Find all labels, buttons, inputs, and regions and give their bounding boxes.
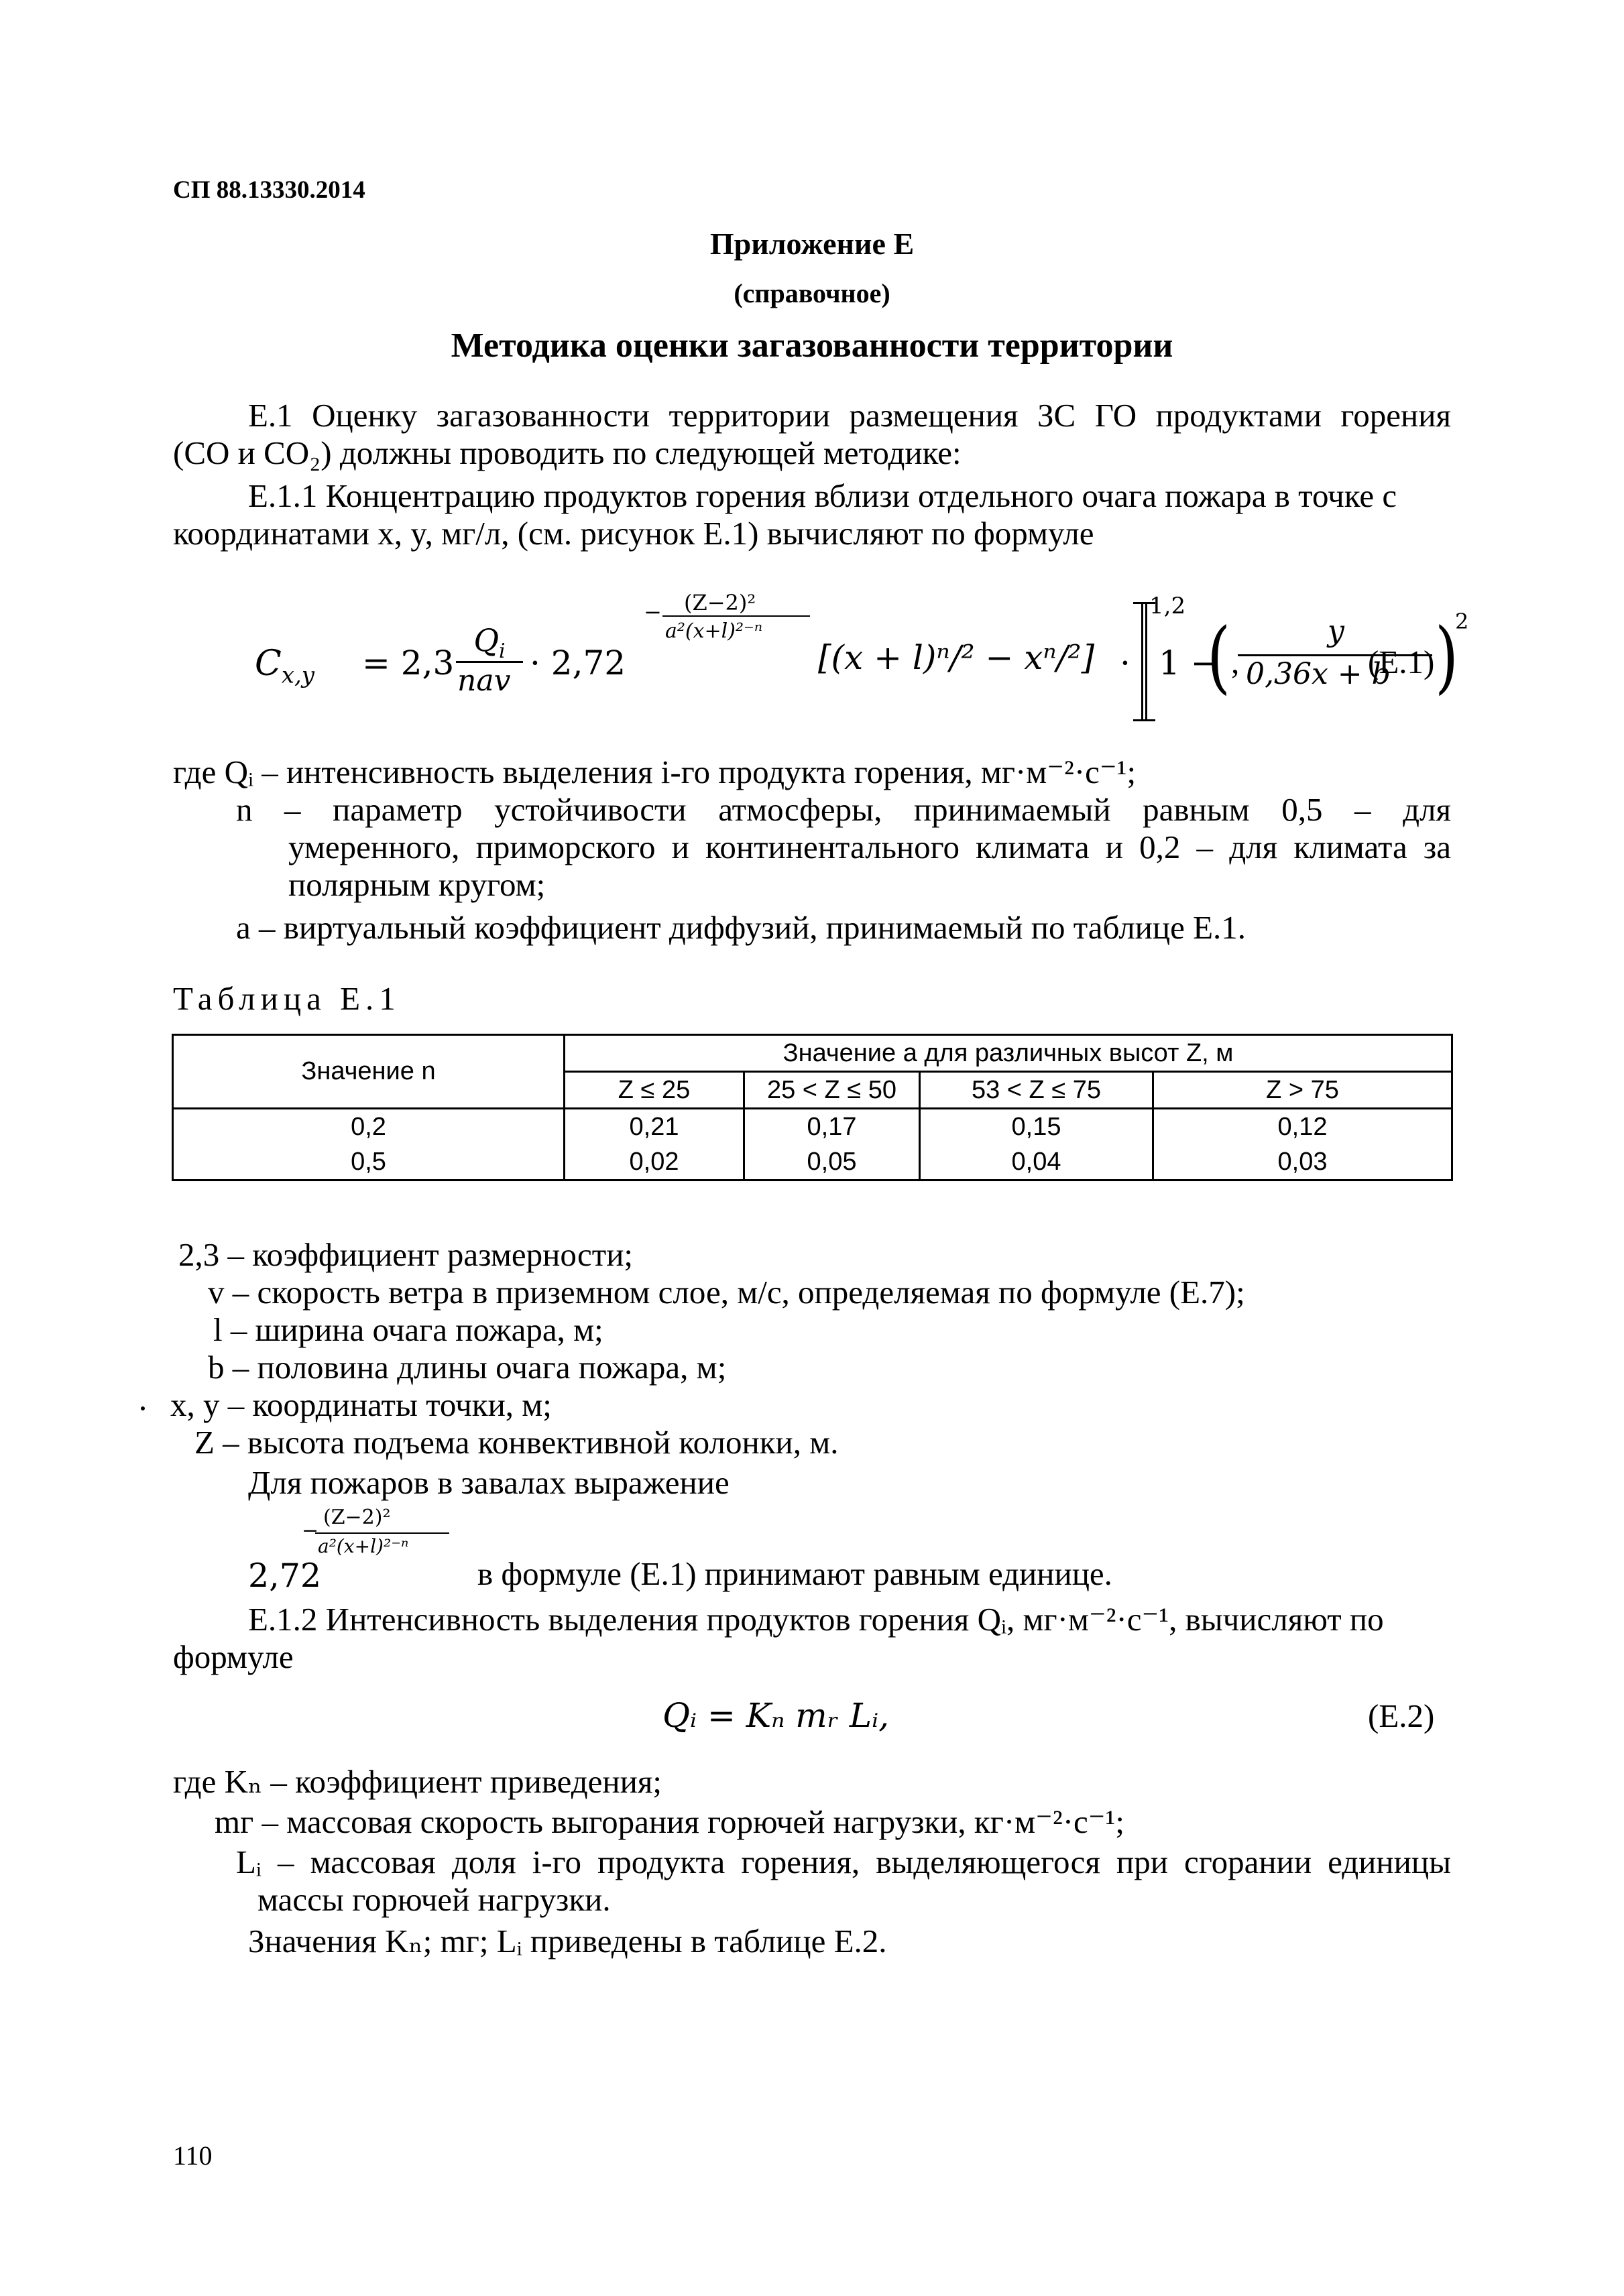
frac2-num: y [1328,614,1344,648]
formula-comma: , [1231,644,1240,680]
table-e1-caption: Таблица Е.1 [173,980,401,1017]
page-number: 110 [173,2140,213,2171]
expr-exp-den: a²(x+l)²⁻ⁿ [318,1535,409,1557]
formula-power: 1,2 [1149,593,1186,619]
table-col-header-n: Значение n [173,1035,565,1109]
expr-exp-bar [315,1532,449,1534]
big-bracket-right [1133,602,1147,721]
def-a: a – виртуальный коэффициент диффузий, принимаемый по таблице Е.1. [236,909,1246,946]
table-e1 [172,1034,1453,1181]
table-cell: 0,21 [565,1109,744,1145]
para-e12-line1: Е.1.2 Интенсивность выделения продуктов горения Qᵢ, мг·м⁻²·с⁻¹, вычисляют по [248,1601,1384,1638]
def-xy: x, y – координаты точки, м; [170,1386,552,1423]
table-cell: 0,15 [920,1109,1153,1145]
def-z: Z – высота подъема конвективной колонки, м. [194,1424,839,1461]
formula-qi-sub: i [499,640,506,664]
table-cell: 0,17 [744,1109,920,1145]
def-n-line1: n – параметр устойчивости атмосферы, принимаемый равным 0,5 – для [236,791,1451,828]
def-l: l – ширина очага пожара, м; [213,1311,603,1348]
paren-right: ) [1435,611,1459,703]
def-b: b – половина длины очага пожара, м; [208,1349,727,1386]
table-subheader: Z > 75 [1153,1072,1452,1109]
def-fires: Для пожаров в завалах выражение [248,1464,730,1501]
table-cell: 0,03 [1153,1144,1452,1181]
formula-bracket1: [(x + l)ⁿ/² − xⁿ/²] [818,638,1095,677]
para-e1-line1: Е.1 Оценку загазованности территории размещения ЗС ГО продуктами горения [248,397,1451,434]
formula-e1 [255,590,1469,744]
table-cell: 0,02 [565,1144,744,1181]
exp-num: (Z−2)² [684,590,756,615]
formula-one-minus: 1 − [1159,644,1219,682]
table-subheader: Z ≤ 25 [565,1072,744,1109]
formula-e2: Qᵢ = Kₙ mᵣ Lᵢ, [662,1696,890,1735]
exp-den: a²(x+l)²⁻ⁿ [665,619,762,643]
margin-dot [141,1406,145,1410]
table-group-header: Значение a для различных высот Z, м [565,1035,1452,1072]
formula-lhs-sub: x,y [281,662,314,689]
table-subheader: 25 < Z ≤ 50 [744,1072,920,1109]
expr-minus: − [302,1519,319,1543]
formula-coef: = 2,3 [362,644,455,682]
table-header-row [173,1035,1452,1072]
expr-exp-num: (Z−2)² [323,1506,391,1529]
appendix-heading: Методика оценки загазованности территории [451,326,1173,365]
formula-e1-number: (Е.1) [1368,644,1435,680]
dot-operator: · [1120,644,1130,682]
table-row [173,1144,1452,1181]
formula-e2-number: (Е.2) [1368,1697,1435,1734]
para-e12-line2: формуле [173,1638,294,1675]
expr-tail: в формуле (Е.1) принимают равным единице. [477,1555,1112,1592]
para-e11-line1: Е.1.1 Концентрацию продуктов горения вблизи отдельного очага пожара в точке с [248,477,1397,514]
def-n-line2: умеренного, приморского и континентального климата и 0,2 – для климата за [288,829,1451,865]
fraction-bar-q [456,661,523,663]
def-li-line2: массы горючей нагрузки. [257,1881,611,1918]
table-cell: 0,05 [744,1144,920,1181]
table-subheader: 53 < Z ≤ 75 [920,1072,1153,1109]
square-exponent: 2 [1455,609,1469,634]
frac2-den: 0,36x + b [1246,657,1391,691]
minus-sign: − [644,599,662,625]
def-kn: где Kₙ – коэффициент приведения; [173,1763,662,1800]
formula-nav: nav [457,664,511,698]
paren-left: ( [1207,611,1231,703]
def-qi: где Qᵢ – интенсивность выделения i-го продукта горения, мг·м⁻²·с⁻¹; [173,753,1137,790]
table-cell: 0,12 [1153,1109,1452,1145]
def-23: 2,3 – коэффициент размерности; [178,1236,634,1273]
def-values: Значения Kₙ; mг; Lᵢ приведены в таблице Е.2. [248,1923,887,1959]
def-mr: mг – массовая скорость выгорания горючей нагрузки, кг·м⁻²·с⁻¹; [215,1803,1124,1840]
def-v: v – скорость ветра в приземном слое, м/с, определяемая по формуле (Е.7); [208,1274,1245,1311]
table-cell: 0,2 [173,1109,565,1145]
formula-qi: Q [473,622,500,658]
appendix-note: (справочное) [734,278,890,308]
para-e11-line2: координатами x, y, мг/л, (см. рисунок Е.1) вычисляют по формуле [173,515,1094,552]
table-row [173,1109,1452,1145]
def-n-line3: полярным кругом; [288,866,546,903]
document-id: СП 88.13330.2014 [173,176,365,204]
formula-mult: · 2,72 [530,644,626,682]
formula-lhs: C [255,644,282,684]
exp-fraction-bar [662,615,810,617]
table-cell: 0,04 [920,1144,1153,1181]
para-e1-line2: (СО и СО₂) должны проводить по следующей методике: [173,434,962,471]
def-li-line1: Lᵢ – массовая доля i-го продукта горения, выделяющегося при сгорании единицы [236,1844,1451,1880]
expr-base: 2,72 [248,1557,322,1595]
appendix-title: Приложение Е [709,227,915,261]
table-cell: 0,5 [173,1144,565,1181]
